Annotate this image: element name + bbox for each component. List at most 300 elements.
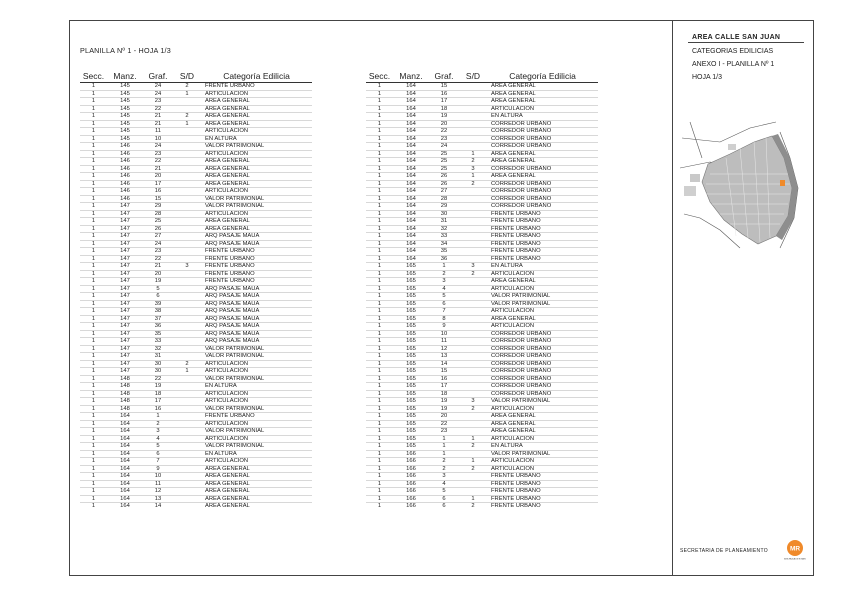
cell-secc: 1 bbox=[91, 83, 96, 89]
cell-secc: 1 bbox=[366, 375, 393, 383]
cell-secc: 1 bbox=[80, 173, 107, 181]
cell-secc: 1 bbox=[366, 488, 393, 496]
cell-manz: 147 bbox=[107, 338, 143, 346]
cell-sd bbox=[459, 143, 487, 151]
cell-sd bbox=[173, 300, 201, 308]
cell-secc: 1 bbox=[80, 150, 107, 158]
cell-graf: 22 bbox=[143, 158, 173, 166]
cell-sd bbox=[459, 255, 487, 263]
cell-secc: 1 bbox=[366, 435, 393, 443]
cell-categoria: CORREDOR URBANO bbox=[487, 188, 598, 196]
table-row bbox=[80, 105, 312, 113]
cell-manz: 165 bbox=[393, 338, 429, 346]
cell-graf: 4 bbox=[429, 480, 459, 488]
cell-graf: 18 bbox=[429, 105, 459, 113]
cell-secc: 1 bbox=[80, 480, 107, 488]
cell-graf: 12 bbox=[143, 488, 173, 496]
table-row bbox=[366, 255, 598, 263]
cell-graf: 16 bbox=[143, 188, 173, 196]
cell-graf: 33 bbox=[143, 338, 173, 346]
table-row bbox=[366, 225, 598, 233]
cell-manz: 165 bbox=[393, 443, 429, 451]
table-row bbox=[80, 98, 312, 106]
cell-manz: 166 bbox=[393, 473, 429, 481]
cell-secc: 1 bbox=[80, 383, 107, 391]
cell-graf: 6 bbox=[143, 293, 173, 301]
cell-graf: 21 bbox=[143, 165, 173, 173]
cell-sd: 2 bbox=[459, 180, 487, 188]
cell-manz: 165 bbox=[393, 323, 429, 331]
cell-sd bbox=[459, 90, 487, 98]
table-row bbox=[366, 488, 598, 496]
cell-categoria: ARTICULACION bbox=[201, 128, 312, 136]
cell-manz: 145 bbox=[107, 113, 143, 121]
cell-sd bbox=[173, 270, 201, 278]
cell-sd bbox=[459, 240, 487, 248]
cell-graf: 21 bbox=[143, 120, 173, 128]
table-row bbox=[80, 188, 312, 196]
cell-secc: 1 bbox=[80, 188, 107, 196]
cell-categoria: ARTICULACION bbox=[201, 90, 312, 98]
cell-sd bbox=[459, 135, 487, 143]
cell-secc: 1 bbox=[80, 368, 107, 376]
cell-manz: 145 bbox=[107, 90, 143, 98]
cell-manz: 165 bbox=[393, 345, 429, 353]
cell-sd: 1 bbox=[459, 458, 487, 466]
table-row bbox=[80, 233, 312, 241]
cell-categoria: CORREDOR URBANO bbox=[487, 375, 598, 383]
cell-sd bbox=[173, 323, 201, 331]
table-row bbox=[366, 383, 598, 391]
cell-secc: 1 bbox=[80, 233, 107, 241]
cell-graf: 19 bbox=[429, 398, 459, 406]
table-row bbox=[366, 458, 598, 466]
cell-graf: 5 bbox=[429, 293, 459, 301]
footer-secretaria: SECRETARIA DE PLANEAMIENTO bbox=[680, 548, 768, 554]
cell-categoria: CORREDOR URBANO bbox=[487, 360, 598, 368]
table-row bbox=[366, 338, 598, 346]
cell-categoria: AREA GENERAL bbox=[201, 465, 312, 473]
cell-secc: 1 bbox=[366, 173, 393, 181]
cell-secc: 1 bbox=[366, 263, 393, 271]
cell-graf: 1 bbox=[429, 443, 459, 451]
cell-sd bbox=[173, 428, 201, 436]
cell-sd: 3 bbox=[459, 398, 487, 406]
cell-categoria: FRENTE URBANO bbox=[487, 248, 598, 256]
cell-manz: 147 bbox=[107, 353, 143, 361]
cell-sd bbox=[459, 390, 487, 398]
cell-categoria: EN ALTURA bbox=[201, 450, 312, 458]
table-row bbox=[366, 158, 598, 166]
table-row bbox=[80, 180, 312, 188]
table-row bbox=[80, 465, 312, 473]
cell-manz: 165 bbox=[393, 360, 429, 368]
table-row bbox=[80, 293, 312, 301]
cell-categoria: AREA GENERAL bbox=[201, 503, 312, 510]
municipal-logo bbox=[784, 539, 806, 561]
cell-sd bbox=[459, 203, 487, 211]
table-row bbox=[80, 398, 312, 406]
cell-sd: 1 bbox=[459, 435, 487, 443]
city-map-icon bbox=[680, 118, 808, 258]
category-table-left bbox=[80, 70, 312, 510]
cell-sd bbox=[459, 450, 487, 458]
cell-sd bbox=[173, 203, 201, 211]
cell-sd bbox=[459, 360, 487, 368]
cell-secc: 1 bbox=[366, 285, 393, 293]
cell-graf: 25 bbox=[143, 218, 173, 226]
cell-secc: 1 bbox=[80, 405, 107, 413]
cell-graf: 12 bbox=[429, 345, 459, 353]
cell-secc: 1 bbox=[366, 353, 393, 361]
cell-sd bbox=[173, 458, 201, 466]
cell-secc: 1 bbox=[80, 428, 107, 436]
table-row bbox=[366, 150, 598, 158]
cell-graf: 16 bbox=[429, 90, 459, 98]
table-row bbox=[366, 270, 598, 278]
cell-graf: 33 bbox=[429, 233, 459, 241]
table-row bbox=[80, 488, 312, 496]
cell-sd: 1 bbox=[173, 120, 201, 128]
area-highlight bbox=[780, 180, 785, 186]
table-row bbox=[80, 285, 312, 293]
cell-sd bbox=[173, 105, 201, 113]
table-row bbox=[80, 173, 312, 181]
cell-categoria: CORREDOR URBANO bbox=[487, 143, 598, 151]
table-row bbox=[366, 398, 598, 406]
cell-sd bbox=[173, 353, 201, 361]
cell-secc: 1 bbox=[80, 345, 107, 353]
cell-secc: 1 bbox=[80, 375, 107, 383]
cell-graf: 8 bbox=[429, 315, 459, 323]
cell-sd: 1 bbox=[459, 495, 487, 503]
cell-categoria: AREA GENERAL bbox=[487, 278, 598, 286]
cell-categoria: ARQ PASAJE MAUA bbox=[201, 293, 312, 301]
cell-sd bbox=[459, 345, 487, 353]
table-row bbox=[366, 285, 598, 293]
cell-secc: 1 bbox=[80, 240, 107, 248]
cell-secc: 1 bbox=[80, 248, 107, 256]
cell-sd bbox=[173, 150, 201, 158]
cell-manz: 164 bbox=[406, 83, 416, 89]
table-row bbox=[80, 278, 312, 286]
cell-manz: 147 bbox=[107, 293, 143, 301]
cell-categoria: EN ALTURA bbox=[487, 263, 598, 271]
cell-categoria: FRENTE URBANO bbox=[201, 255, 312, 263]
cell-graf: 6 bbox=[429, 495, 459, 503]
cell-sd: 2 bbox=[459, 158, 487, 166]
cell-categoria: VALOR PATRIMONIAL bbox=[487, 300, 598, 308]
table-row bbox=[80, 503, 312, 510]
cell-sd: 2 bbox=[459, 443, 487, 451]
header-secc: Secc. bbox=[366, 70, 393, 83]
cell-secc: 1 bbox=[80, 315, 107, 323]
cell-graf: 23 bbox=[143, 150, 173, 158]
cell-categoria: VALOR PATRIMONIAL bbox=[487, 398, 598, 406]
cell-categoria: ARTICULACION bbox=[487, 285, 598, 293]
panel-divider bbox=[672, 20, 673, 576]
cell-sd bbox=[173, 398, 201, 406]
cell-secc: 1 bbox=[366, 120, 393, 128]
cell-graf: 1 bbox=[429, 263, 459, 271]
cell-secc: 1 bbox=[80, 203, 107, 211]
cell-sd bbox=[459, 383, 487, 391]
cell-secc: 1 bbox=[366, 240, 393, 248]
cell-categoria: VALOR PATRIMONIAL bbox=[201, 195, 312, 203]
cell-secc: 1 bbox=[366, 503, 393, 510]
cell-graf: 24 bbox=[154, 83, 162, 89]
cell-sd bbox=[459, 120, 487, 128]
table-row bbox=[80, 428, 312, 436]
cell-manz: 164 bbox=[107, 435, 143, 443]
cell-secc: 1 bbox=[80, 450, 107, 458]
cell-categoria: ARQ PASAJE MAUA bbox=[201, 323, 312, 331]
cell-graf: 35 bbox=[429, 248, 459, 256]
cell-graf: 3 bbox=[143, 428, 173, 436]
cell-manz: 164 bbox=[393, 90, 429, 98]
cell-sd bbox=[459, 195, 487, 203]
table-row bbox=[80, 338, 312, 346]
table-row bbox=[80, 413, 312, 421]
panel-subtitle-categorias: CATEGORIAS EDILICIAS bbox=[692, 48, 774, 55]
cell-sd bbox=[459, 285, 487, 293]
cell-manz: 147 bbox=[107, 203, 143, 211]
cell-manz: 164 bbox=[393, 105, 429, 113]
cell-sd: 3 bbox=[173, 263, 201, 271]
table-row bbox=[366, 375, 598, 383]
table-row bbox=[80, 443, 312, 451]
cell-secc: 1 bbox=[366, 128, 393, 136]
cell-manz: 148 bbox=[107, 383, 143, 391]
cell-secc: 1 bbox=[366, 413, 393, 421]
cell-manz: 147 bbox=[107, 210, 143, 218]
table-row bbox=[80, 240, 312, 248]
panel-title: AREA CALLE SAN JUAN bbox=[692, 34, 781, 41]
cell-sd bbox=[173, 315, 201, 323]
cell-sd bbox=[459, 308, 487, 316]
cell-sd bbox=[459, 225, 487, 233]
cell-sd bbox=[459, 353, 487, 361]
cell-sd bbox=[173, 383, 201, 391]
cell-categoria: ARQ PASAJE MAUA bbox=[201, 338, 312, 346]
cell-categoria: VALOR PATRIMONIAL bbox=[201, 345, 312, 353]
cell-sd: 3 bbox=[459, 165, 487, 173]
cell-secc: 1 bbox=[366, 338, 393, 346]
cell-categoria: FRENTE URBANO bbox=[201, 248, 312, 256]
header-graf: Graf. bbox=[429, 70, 459, 83]
cell-sd bbox=[459, 375, 487, 383]
cell-graf: 22 bbox=[429, 128, 459, 136]
cell-sd bbox=[173, 240, 201, 248]
cell-categoria: FRENTE URBANO bbox=[487, 473, 598, 481]
cell-graf: 3 bbox=[429, 278, 459, 286]
table-row bbox=[80, 90, 312, 98]
cell-categoria: ARTICULACION bbox=[487, 458, 598, 466]
cell-secc: 1 bbox=[366, 210, 393, 218]
cell-categoria: CORREDOR URBANO bbox=[487, 338, 598, 346]
cell-manz: 145 bbox=[107, 120, 143, 128]
cell-secc: 1 bbox=[80, 338, 107, 346]
table-row bbox=[366, 300, 598, 308]
cell-categoria: CORREDOR URBANO bbox=[487, 383, 598, 391]
cell-secc: 1 bbox=[366, 98, 393, 106]
cell-categoria: VALOR PATRIMONIAL bbox=[201, 405, 312, 413]
panel-rule bbox=[688, 42, 804, 43]
cell-sd: 2 bbox=[185, 83, 189, 89]
cell-sd: 1 bbox=[173, 368, 201, 376]
table-row bbox=[80, 210, 312, 218]
cell-secc: 1 bbox=[80, 330, 107, 338]
cell-graf: 11 bbox=[143, 128, 173, 136]
cell-categoria: AREA GENERAL bbox=[487, 428, 598, 436]
cell-categoria: EN ALTURA bbox=[487, 113, 598, 121]
table-row bbox=[366, 323, 598, 331]
cell-sd bbox=[173, 210, 201, 218]
table-row bbox=[366, 353, 598, 361]
cell-manz: 165 bbox=[393, 270, 429, 278]
cell-categoria: AREA GENERAL bbox=[201, 473, 312, 481]
category-table-right bbox=[366, 70, 598, 510]
cell-sd bbox=[459, 428, 487, 436]
cell-sd bbox=[173, 165, 201, 173]
cell-graf: 27 bbox=[143, 233, 173, 241]
cell-manz: 147 bbox=[107, 240, 143, 248]
cell-manz: 147 bbox=[107, 270, 143, 278]
cell-graf: 6 bbox=[429, 503, 459, 510]
cell-sd bbox=[459, 293, 487, 301]
cell-manz: 164 bbox=[107, 495, 143, 503]
table-row bbox=[80, 135, 312, 143]
cell-categoria: FRENTE URBANO bbox=[201, 263, 312, 271]
cell-categoria: AREA GENERAL bbox=[201, 488, 312, 496]
cell-secc: 1 bbox=[366, 158, 393, 166]
table-row bbox=[366, 203, 598, 211]
cell-sd bbox=[459, 218, 487, 226]
cell-categoria: CORREDOR URBANO bbox=[487, 345, 598, 353]
cell-manz: 164 bbox=[393, 210, 429, 218]
cell-manz: 165 bbox=[393, 375, 429, 383]
cell-graf: 14 bbox=[429, 360, 459, 368]
cell-categoria: ARTICULACION bbox=[201, 360, 312, 368]
cell-manz: 165 bbox=[393, 293, 429, 301]
cell-sd bbox=[173, 473, 201, 481]
cell-categoria: CORREDOR URBANO bbox=[487, 135, 598, 143]
cell-graf: 32 bbox=[429, 225, 459, 233]
cell-manz: 164 bbox=[393, 135, 429, 143]
cell-sd bbox=[173, 345, 201, 353]
cell-sd bbox=[173, 330, 201, 338]
cell-secc: 1 bbox=[80, 195, 107, 203]
cell-manz: 164 bbox=[393, 165, 429, 173]
table-row bbox=[366, 465, 598, 473]
table-row bbox=[366, 173, 598, 181]
cell-secc: 1 bbox=[366, 150, 393, 158]
cell-sd bbox=[173, 465, 201, 473]
cell-manz: 147 bbox=[107, 300, 143, 308]
cell-graf: 31 bbox=[143, 353, 173, 361]
cell-secc: 1 bbox=[366, 398, 393, 406]
cell-categoria: AREA GENERAL bbox=[201, 165, 312, 173]
cell-manz: 146 bbox=[107, 158, 143, 166]
table-row bbox=[366, 450, 598, 458]
cell-graf: 7 bbox=[143, 458, 173, 466]
cell-manz: 164 bbox=[393, 150, 429, 158]
cell-sd bbox=[459, 473, 487, 481]
cell-secc: 1 bbox=[80, 458, 107, 466]
cell-categoria: ARQ PASAJE MAUA bbox=[201, 330, 312, 338]
table-row bbox=[366, 278, 598, 286]
cell-manz: 164 bbox=[393, 248, 429, 256]
cell-graf: 30 bbox=[143, 360, 173, 368]
header-sd: S/D bbox=[459, 70, 487, 83]
cell-graf: 18 bbox=[143, 390, 173, 398]
cell-secc: 1 bbox=[80, 120, 107, 128]
table-row bbox=[366, 330, 598, 338]
cell-categoria: AREA GENERAL bbox=[487, 98, 598, 106]
cell-graf: 25 bbox=[429, 165, 459, 173]
cell-secc: 1 bbox=[366, 165, 393, 173]
cell-categoria: FRENTE URBANO bbox=[487, 233, 598, 241]
cell-secc: 1 bbox=[366, 293, 393, 301]
table-row bbox=[80, 225, 312, 233]
cell-sd bbox=[173, 390, 201, 398]
cell-secc: 1 bbox=[80, 300, 107, 308]
cell-graf: 4 bbox=[429, 285, 459, 293]
table-row bbox=[80, 83, 312, 91]
cell-secc: 1 bbox=[80, 353, 107, 361]
cell-categoria: CORREDOR URBANO bbox=[487, 195, 598, 203]
cell-secc: 1 bbox=[80, 278, 107, 286]
cell-graf: 21 bbox=[143, 263, 173, 271]
cell-graf: 28 bbox=[143, 210, 173, 218]
cell-manz: 166 bbox=[393, 450, 429, 458]
cell-categoria: CORREDOR URBANO bbox=[487, 353, 598, 361]
cell-secc: 1 bbox=[80, 210, 107, 218]
cell-secc: 1 bbox=[80, 503, 107, 510]
cell-secc: 1 bbox=[80, 293, 107, 301]
cell-graf: 21 bbox=[143, 113, 173, 121]
cell-manz: 164 bbox=[393, 173, 429, 181]
cell-manz: 164 bbox=[393, 233, 429, 241]
cell-secc: 1 bbox=[366, 255, 393, 263]
cell-manz: 164 bbox=[393, 158, 429, 166]
cell-manz: 165 bbox=[393, 263, 429, 271]
table-row bbox=[80, 165, 312, 173]
cell-sd bbox=[173, 195, 201, 203]
cell-categoria: ARTICULACION bbox=[201, 188, 312, 196]
cell-sd bbox=[459, 113, 487, 121]
cell-manz: 166 bbox=[393, 488, 429, 496]
cell-manz: 164 bbox=[107, 458, 143, 466]
cell-secc: 1 bbox=[366, 113, 393, 121]
cell-graf: 22 bbox=[143, 105, 173, 113]
table-row bbox=[80, 390, 312, 398]
cell-manz: 164 bbox=[393, 98, 429, 106]
cell-manz: 166 bbox=[393, 480, 429, 488]
cell-sd bbox=[173, 488, 201, 496]
cell-graf: 38 bbox=[143, 308, 173, 316]
cell-manz: 148 bbox=[107, 398, 143, 406]
table-row bbox=[80, 128, 312, 136]
table-row bbox=[80, 255, 312, 263]
cell-sd bbox=[173, 98, 201, 106]
table-row bbox=[366, 413, 598, 421]
cell-categoria: CORREDOR URBANO bbox=[487, 390, 598, 398]
cell-categoria: FRENTE URBANO bbox=[205, 83, 255, 89]
table-row bbox=[80, 435, 312, 443]
cell-sd bbox=[459, 420, 487, 428]
cell-graf: 5 bbox=[429, 488, 459, 496]
